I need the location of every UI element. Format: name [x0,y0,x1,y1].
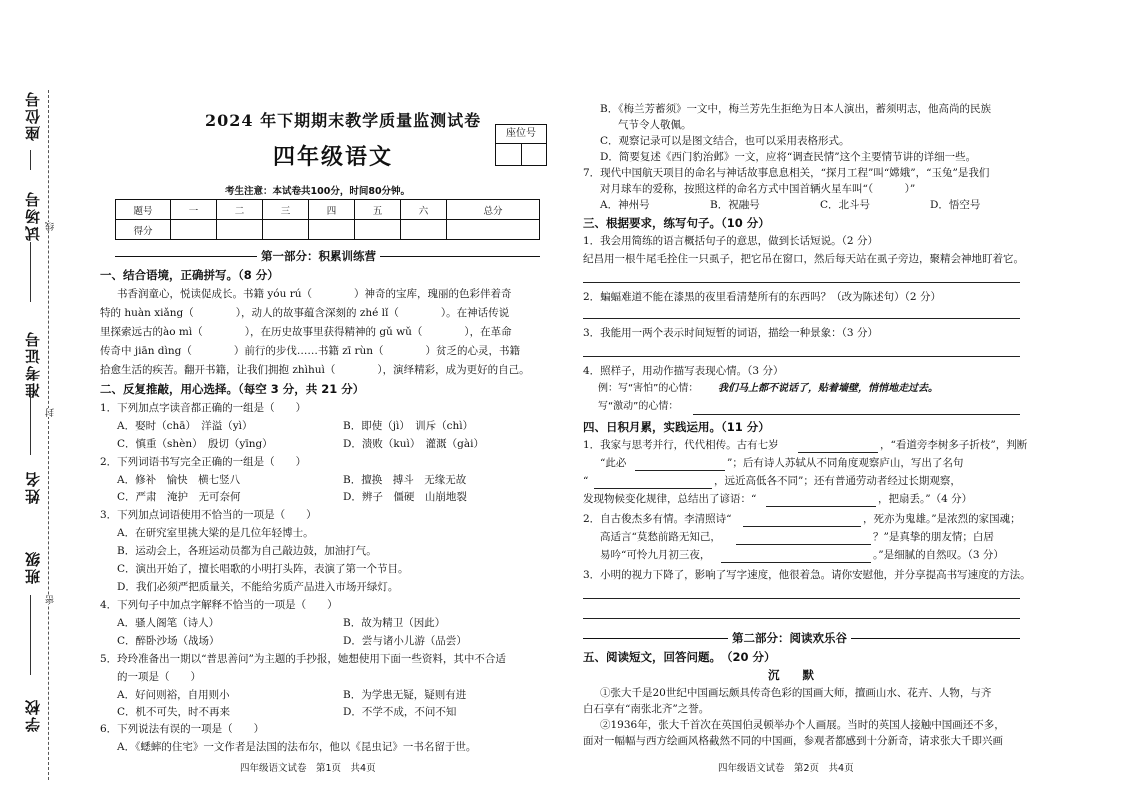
label-admission-number: 准考证号 [24,330,42,398]
option: A．在研究室里挑大梁的是几位年轻博士。 [117,527,314,539]
section5-heading: 五、阅读短文，回答问题。 （20 分） [583,650,776,664]
passage-paragraph: 面对一幅幅与西方绘画风格截然不同的中国画，参观者都感到十分新奇，请求张大千即兴画 [583,735,1003,747]
s4-q2: ？”是真挚的朋友情；白居 [873,531,994,543]
label-class: 班级 [24,550,42,584]
option: B．故为精卫（因此） [343,617,446,629]
question-2: 2．下列词语书写完全正确的一组是（ ） [100,456,307,468]
blank[interactable] [743,526,861,527]
page-footer: 四年级语文试卷 第2页 共4页 [718,763,854,774]
option: C．严肃 淹护 无可奈何 [117,491,241,503]
option: D．悟空号 [930,199,981,211]
score-header-cell: 总分 [447,200,540,220]
s4-q2: 。”是细腻的自然叹。（3 分） [873,549,1004,561]
score-header-cell: 二 [217,200,263,220]
s4-q1: 发现物候变化规律，总结出了谚语：“ [583,493,757,505]
exam-room-line [30,242,31,302]
option: A．神州号 [600,199,650,211]
s4-q1: “此必 [600,457,627,469]
admission-number-line [30,395,31,455]
blank[interactable] [594,488,712,489]
question-7: 7．现代中国航天项目的命名与神话故事息息相关，“探月工程”叫“嫦娥”，“玉兔”是我们 [583,167,990,179]
score-table-header-row [116,200,540,220]
score-cell[interactable] [263,220,309,240]
option: D．尝与诸小儿游（品尝） [343,635,467,647]
section4-heading: 四、日积月累，实践运用。（11 分） [583,420,770,434]
cut-mark-mi: 密 [46,595,56,604]
option: B．祝融号 [710,199,760,211]
blank[interactable] [798,452,878,453]
option: D．我们必须严把质量关，不能给劣质产品进入市场开绿灯。 [117,581,399,593]
sec1-line: 传奇中 jiān dìng（ ）前行的步伐……书籍 zī rùn（ ）贫乏的心灵，书籍 [100,345,520,357]
page-footer: 四年级语文试卷 第1页 共4页 [240,763,376,774]
option: C．观察记录可以是图文结合，也可以采用表格形式。 [600,135,850,147]
option: C．醉卧沙场（战场） [117,635,220,647]
s3-question-3: 3．我能用一两个表示时间短暂的词语，描绘一种景象：（3 分） [583,327,878,339]
question-1: 1．下列加点字读音都正确的一组是（ ） [100,402,307,414]
exam-notice: 考生注意：本试卷共100分，时间80分钟。 [225,186,411,197]
s3-question-4: 4．照样子，用动作描写表现心情。（3 分） [583,365,784,377]
s3-question-1-text: 纪昌用一根牛尾毛拴住一只虱子，把它吊在窗口，然后每天站在虱子旁边，聚精会神地盯着它。 [583,253,1024,265]
label-name: 姓名 [24,470,42,504]
label-exam-room: 试场号 [24,190,42,241]
score-header-cell: 四 [309,200,355,220]
option: C．慎重（shèn） 殷切（yīng） [117,438,273,450]
seat-number-line [30,150,31,170]
question-5: 5．玲玲准备出一期以“普思善问”为主题的手抄报，她想使用下面一些资料，其中不合适 [100,653,506,665]
score-header-cell: 一 [171,200,217,220]
s4-q2: 易吟“可怜九月初三夜， [600,549,711,561]
score-cell[interactable] [355,220,401,240]
passage-title: 沉 默 [768,668,814,682]
score-cell[interactable] [217,220,263,240]
s3-example-label: 例：写“害怕”的心情： [598,383,699,394]
score-row-label: 得分 [116,220,171,240]
s4-q3: 3．小明的视力下降了，影响了写字速度，他很着急。请你安慰他，并分享提高书写速度的方法。 [583,569,1031,581]
passage-paragraph: ②1936年，张大千首次在英国伯灵顿举办个人画展。当时的英国人接触中国画还不多， [600,719,1005,731]
option: C．机不可失，时不再来 [117,706,231,718]
option: A．修补 愉快 横七竖八 [117,474,241,486]
s3-write-label: 写“激动”的心情： [598,401,679,412]
answer-line[interactable] [583,618,1020,619]
passage-paragraph: ①张大千是20世纪中国画坛颇具传奇色彩的国画大师，擅画山水、花卉、人物，与齐 [600,687,992,699]
label-seat-number: 座位号 [24,90,42,141]
option: B．即使（jì） 训斥（chì） [343,420,474,432]
answer-line[interactable] [583,282,1020,283]
s4-q1: “ [583,475,589,487]
passage-paragraph: 白石享有“南张北齐”之誉。 [583,703,710,715]
seat-cell[interactable] [522,144,547,165]
option: A．《蟋蟀的住宅》一文作者是法国的法布尔，他以《昆虫记》一书名留于世。 [117,741,477,753]
s3-question-1: 1．我会用简练的语言概括句子的意思，做到长话短说。（2 分） [583,235,878,247]
score-cell[interactable] [447,220,540,240]
option: D．辨子 僵硬 山崩地裂 [343,491,467,503]
cut-mark-xian: 线 [46,222,56,231]
seal-line [48,90,49,780]
cut-mark-feng: 封 [46,408,56,417]
label-school: 学校 [24,698,42,732]
option: C．演出开始了，擅长唱歌的小明打头阵，表演了第一个节目。 [117,563,409,575]
score-header-cell: 题号 [116,200,171,220]
option: D．简要复述《西门豹治邺》一文，应将“调查民情”这个主要情节讲的详细一些。 [600,151,977,163]
question-5-cont: 的一项是（ ） [117,671,201,683]
s4-q1: ”；后有诗人苏轼从不同角度观察庐山，写出了名句 [727,457,964,469]
question-3: 3．下列加点词语使用不恰当的一项是（ ） [100,509,317,521]
answer-line[interactable] [583,598,1020,599]
score-cell[interactable] [309,220,355,240]
answer-line[interactable] [583,356,1020,357]
part2-heading: 第二部分：阅读欢乐谷 [728,631,851,645]
section2-heading: 二、反复推敲，用心选择。（每空 3 分，共 21 分） [100,382,365,396]
exam-title: 2024 年下期期末教学质量监测试卷 [205,111,482,130]
sec1-line: 里探索远古的ào mì（ ），在历史故事里获得精神的 gǔ wǔ（ ），在革命 [100,326,512,338]
seat-cell[interactable] [496,144,522,165]
option: C．北斗号 [820,199,871,211]
option: D．不学不成，不问不知 [343,706,457,718]
score-header-cell: 五 [355,200,401,220]
exam-subject: 四年级语文 [273,145,394,170]
sec1-line: 拾愈生活的疾苦。翻开书籍，让我们拥抱 zhìhuì（ ），演绎精彩，成为更好的自己。 [100,364,530,376]
question-6: 6．下列说法有误的一项是（ ） [100,723,265,735]
score-table-score-row [116,220,540,240]
blank[interactable] [635,470,725,471]
s4-q1: ，远近高低各不同”；还有普通劳动者经过长期观察， [714,475,961,487]
option: A．娶时（chā） 洋溢（yì） [117,420,253,432]
option: A．好问则裕，自用则小 [117,689,230,701]
section3-heading: 三、根据要求，练写句子。（10 分） [583,216,770,230]
s3-question-2: 2．蝙蝠难道不能在漆黑的夜里看清楚所有的东西吗？（改为陈述句）（2 分） [583,291,941,303]
blank[interactable] [766,506,876,507]
s4-q1: ，“看道旁李树多子折枝”，判断 [880,439,1028,451]
blank[interactable] [736,544,871,545]
option: A．骚人阁笔（诗人） [117,617,220,629]
option: B．《梅兰芳蓄须》一文中，梅兰芳先生拒绝为日本人演出，蓄须明志，他高尚的民族 [600,103,991,115]
answer-line[interactable] [693,414,1020,415]
option: B．擅换 搏斗 无缘无故 [343,474,467,486]
s4-q2: 2．自古俊杰多有情。李清照诗“ [583,513,732,525]
answer-line[interactable] [583,318,1020,319]
section1-heading: 一、结合语境，正确拼写。（8 分） [100,268,279,282]
s4-q1: 1．我家与思考并行，代代相传。古有七岁 [583,439,779,451]
score-header-cell: 三 [263,200,309,220]
score-cell[interactable] [401,220,447,240]
option: B．为学患无疑，疑则有进 [343,689,467,701]
s3-example-text: 我们马上都不说话了，贴着墙壁，悄悄地走过去。 [718,383,938,394]
s4-q2: 高适言“莫愁前路无知己， [600,531,721,543]
option-cont: 气节令人敬佩。 [618,119,692,131]
seat-number-label: 座位号 [496,125,546,144]
score-header-cell: 六 [401,200,447,220]
seat-number-box [495,124,547,166]
sec1-line: 特的 huàn xiǎng（ ），动人的故事蕴含深刻的 zhé lǐ（ ）。在神话传说 [100,307,510,319]
option: B．运动会上，各班运动员都为自己敲边鼓，加油打气。 [117,545,377,557]
score-table [115,199,540,240]
binding-margin [0,0,62,793]
question-4: 4．下列句子中加点字解释不恰当的一项是（ ） [100,599,338,611]
sec1-line: 书香润童心，悦读促成长。书籍 yóu rú（ ）神奇的宝库，瑰丽的色彩伴着奇 [117,288,512,300]
s4-q2: ，死亦为鬼雄。”是浓烈的家国魂； [863,513,1021,525]
class-line [30,595,31,675]
option: D．溃败（kuì） 灌溉（gài） [343,438,484,450]
blank[interactable] [721,562,871,563]
score-cell[interactable] [171,220,217,240]
part1-heading: 第一部分：积累训练营 [257,249,380,263]
question-7-cont: 对月球车的爱称，按照这样的命名方式中国首辆火星车叫“（ ）” [600,183,916,195]
s4-q1: ，把扇丢。”（4 分） [878,493,973,505]
